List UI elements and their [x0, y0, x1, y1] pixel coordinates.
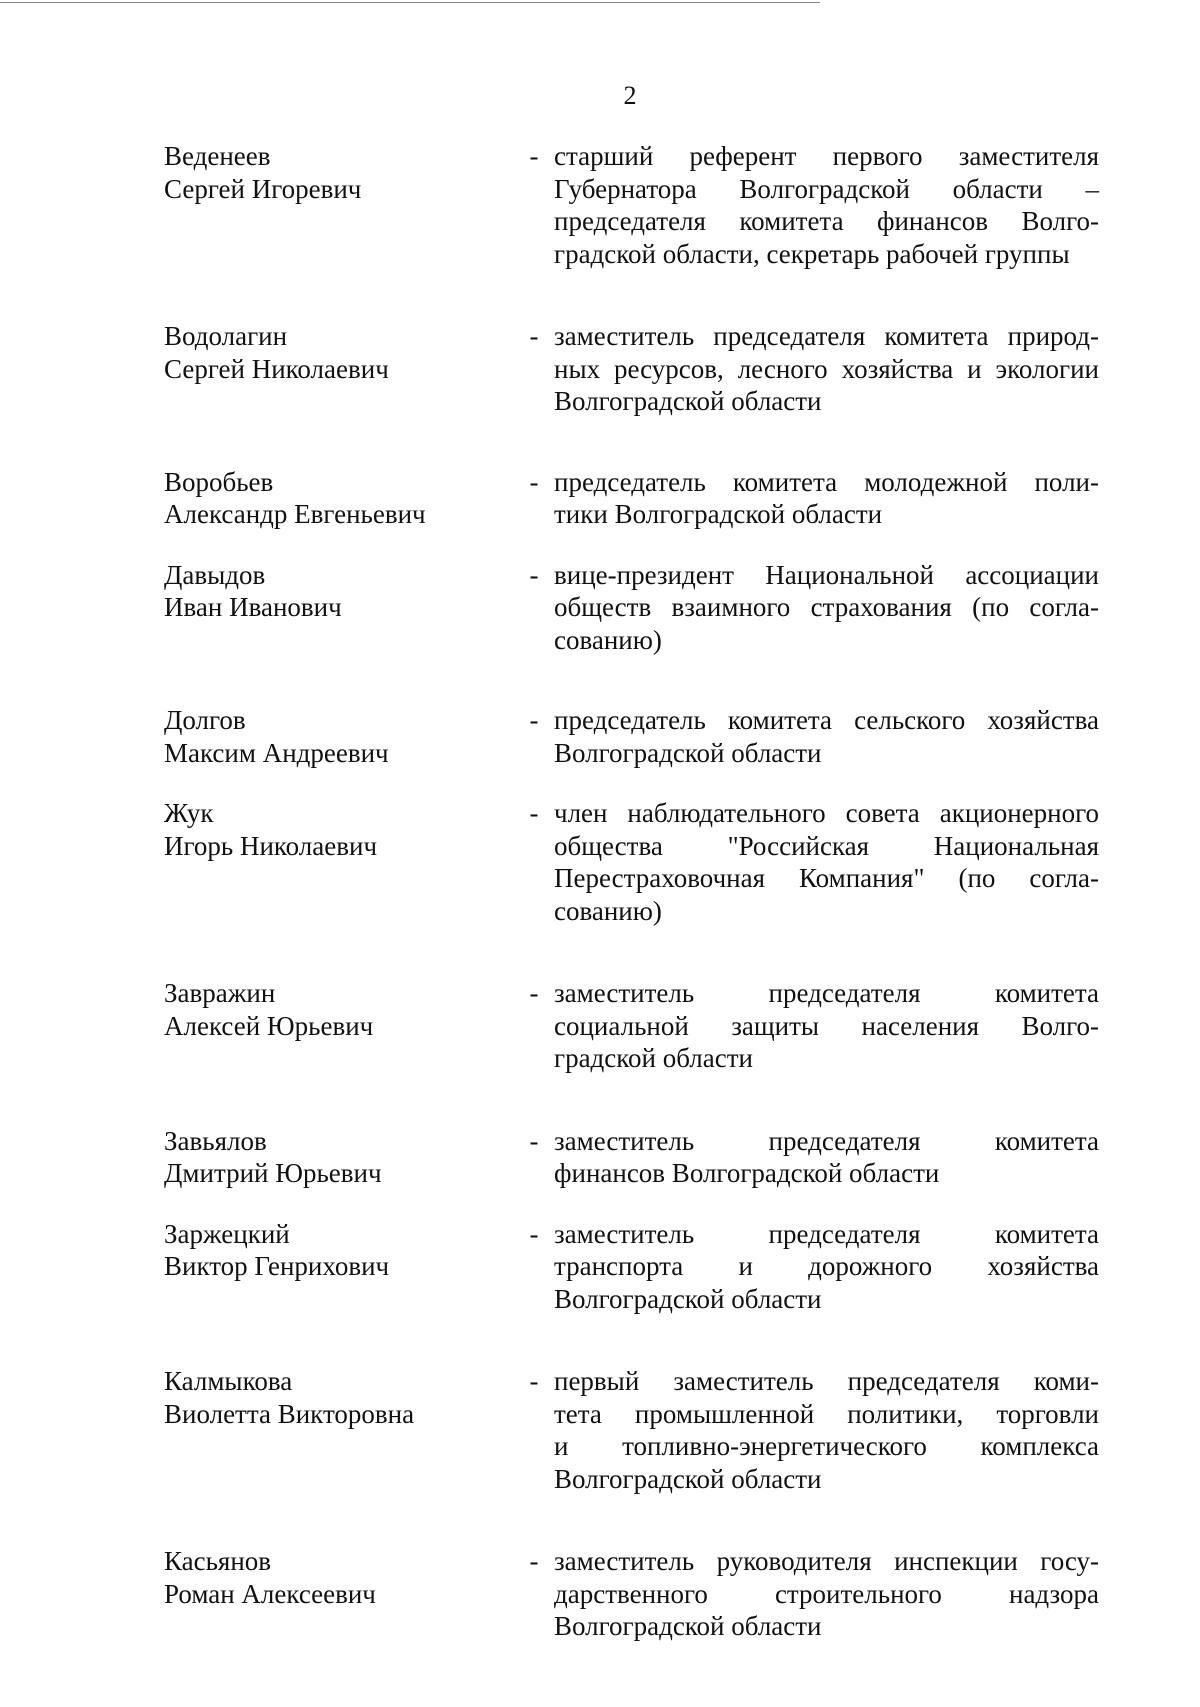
member-surname: Калмыкова [164, 1366, 293, 1396]
member-name [164, 559, 514, 657]
member-entry [164, 1365, 1102, 1495]
position-line: Перестраховочная Компания" (по согла- [554, 863, 1099, 893]
member-name [164, 320, 514, 418]
member-name [164, 140, 514, 270]
member-surname: Давыдов [164, 559, 266, 590]
member-entry [164, 1545, 1102, 1643]
separator-dash: - [529, 466, 539, 497]
position-line: председатель комитета молодежной поли- [554, 466, 1099, 497]
position-line: дарственного строительного надзора [554, 1578, 1099, 1609]
member-given-names: Роман Алексеевич [164, 1578, 376, 1609]
member-name [164, 704, 514, 769]
member-position [554, 797, 1099, 927]
member-name [164, 1545, 514, 1643]
member-position [554, 1218, 1099, 1316]
position-line: социальной защиты населения Волго- [554, 1010, 1099, 1041]
separator-dash: - [529, 705, 539, 735]
position-line: Волгоградской области [554, 1283, 822, 1314]
position-line: Волгоградской области [554, 737, 822, 768]
member-surname: Воробьев [164, 466, 274, 497]
separator-dash: - [529, 798, 539, 828]
member-entry [164, 1218, 1102, 1316]
member-given-names: Виктор Генрихович [164, 1251, 390, 1281]
member-entry [164, 704, 1102, 769]
separator-dash: - [529, 978, 539, 1008]
member-position [554, 1125, 1099, 1190]
position-line: градской области [554, 1043, 753, 1073]
member-entry [164, 466, 1102, 531]
position-line: председателя комитета финансов Волго- [554, 206, 1099, 236]
member-position [554, 704, 1099, 769]
position-line: обществ взаимного страхования (по согла- [554, 592, 1099, 622]
position-line: вице-президент Национальной ассоциации [554, 559, 1099, 590]
separator-dash: - [529, 321, 539, 351]
page-number: 2 [623, 81, 637, 110]
member-given-names: Иван Иванович [164, 592, 342, 622]
member-position [554, 320, 1099, 418]
member-position [554, 977, 1099, 1075]
position-line: заместитель руководителя инспекции госу- [554, 1546, 1099, 1576]
member-position [554, 1365, 1099, 1495]
member-entry [164, 977, 1102, 1075]
member-given-names: Виолетта Викторовна [164, 1398, 415, 1429]
member-entry [164, 140, 1102, 270]
member-surname: Касьянов [164, 1546, 272, 1576]
member-surname: Завьялов [164, 1125, 267, 1156]
member-given-names: Сергей Николаевич [164, 353, 389, 384]
member-name [164, 1125, 514, 1190]
separator-dash: - [529, 141, 539, 171]
separator-dash: - [529, 1546, 539, 1576]
position-line: заместитель председателя комитета [554, 1125, 1099, 1156]
position-line: тета промышленной политики, торговли [554, 1398, 1099, 1429]
position-line: сованию) [554, 624, 662, 655]
member-surname: Завражин [164, 978, 276, 1008]
position-line: и топливно-энергетического комплекса [554, 1431, 1099, 1461]
position-line: градской области, секретарь рабочей группы [554, 238, 1070, 269]
member-given-names: Александр Евгеньевич [164, 499, 426, 529]
member-given-names: Алексей Юрьевич [164, 1010, 374, 1041]
position-line: сованию) [554, 895, 662, 926]
member-name [164, 1218, 514, 1316]
member-position [554, 1545, 1099, 1643]
position-line: общества "Российская Национальная [554, 830, 1099, 861]
separator-dash: - [529, 1125, 539, 1156]
member-entry [164, 320, 1102, 418]
position-line: Губернатора Волгоградской области – [554, 173, 1099, 204]
member-position [554, 140, 1099, 270]
position-line: заместитель председателя комитета природ- [554, 321, 1099, 351]
separator-dash: - [529, 559, 539, 590]
member-name [164, 466, 514, 531]
member-name [164, 1365, 514, 1495]
position-line: заместитель председателя комитета [554, 978, 1099, 1008]
position-line: Волгоградской области [554, 386, 822, 416]
position-line: транспорта и дорожного хозяйства [554, 1251, 1099, 1281]
position-line: ных ресурсов, лесного хозяйства и экологии [554, 353, 1099, 384]
member-given-names: Игорь Николаевич [164, 830, 378, 861]
members-list [164, 140, 1102, 1643]
top-edge-rule [0, 2, 820, 3]
member-position [554, 466, 1099, 531]
position-line: первый заместитель председателя коми- [554, 1366, 1099, 1396]
member-surname: Заржецкий [164, 1218, 290, 1249]
position-line: тики Волгоградской области [554, 499, 883, 529]
separator-dash: - [529, 1218, 539, 1249]
member-surname: Веденеев [164, 141, 271, 171]
position-line: Волгоградской области [554, 1463, 822, 1494]
member-entry [164, 1125, 1102, 1190]
member-given-names: Сергей Игоревич [164, 173, 362, 204]
member-name [164, 977, 514, 1075]
position-line: председатель комитета сельского хозяйства [554, 705, 1099, 735]
position-line: финансов Волгоградской области [554, 1158, 940, 1188]
position-line: заместитель председателя комитета [554, 1218, 1099, 1249]
member-entry [164, 559, 1102, 657]
member-given-names: Дмитрий Юрьевич [164, 1158, 382, 1188]
position-line: старший референт первого заместителя [554, 141, 1099, 171]
member-given-names: Максим Андреевич [164, 737, 389, 768]
member-entry [164, 797, 1102, 927]
member-surname: Жук [164, 798, 214, 828]
position-line: Волгоградской области [554, 1611, 822, 1641]
member-surname: Долгов [164, 705, 246, 735]
separator-dash: - [529, 1366, 539, 1396]
member-position [554, 559, 1099, 657]
member-surname: Водолагин [164, 321, 288, 351]
member-name [164, 797, 514, 927]
position-line: член наблюдательного совета акционерного [554, 798, 1099, 828]
